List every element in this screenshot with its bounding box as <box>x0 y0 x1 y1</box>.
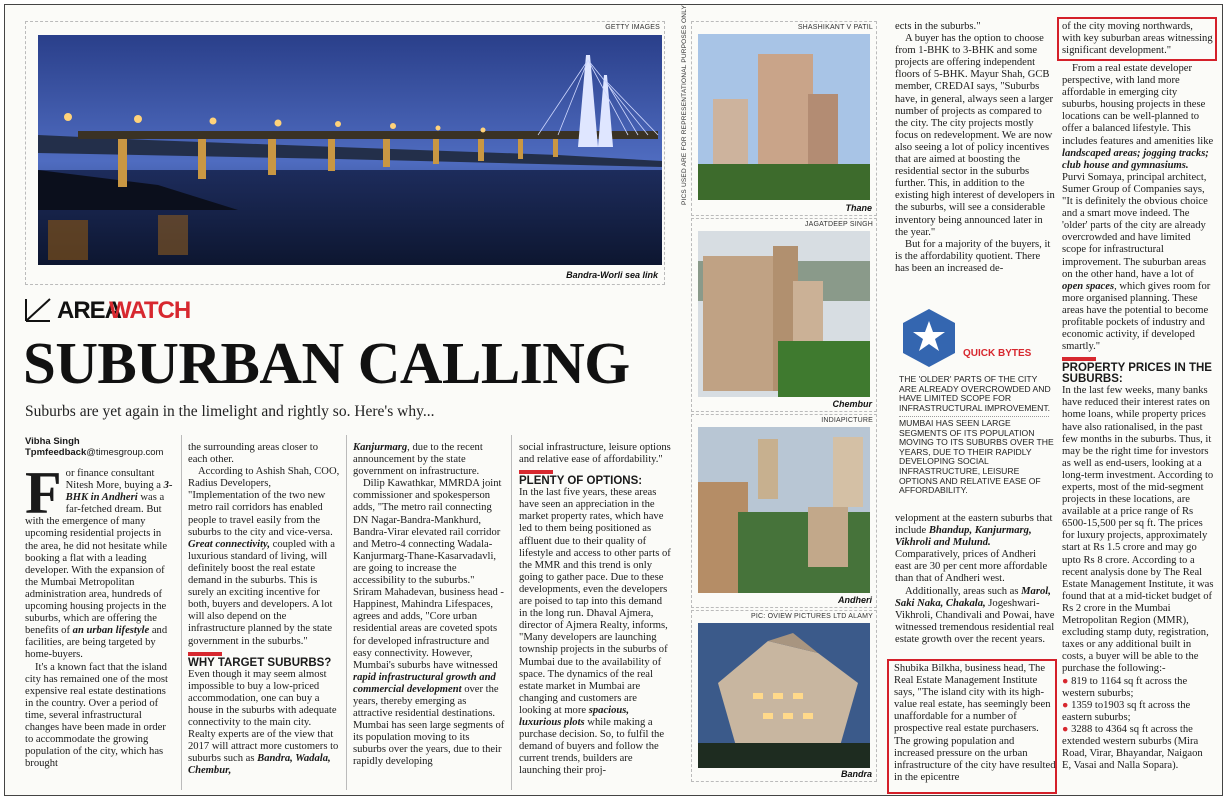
section-heading-plenty: PLENTY OF OPTIONS: <box>519 475 643 488</box>
bandra-photo-frame <box>691 610 877 782</box>
col4-paragraph-1: social infrastructure, leisure options and relative ease of affordability." <box>519 442 671 466</box>
col1-text: or finance consultant Nitesh More, buying a <box>65 468 164 492</box>
col2-text-3: Even though it may seem almost impossible to buy a low-priced accommodation, one can buy a house in the suburbs with adequate connectivity to the main city. Realty experts are of the view that 2017 will attract more customers to suburbs such as <box>188 668 339 765</box>
thane-photo <box>698 34 870 200</box>
col2-emph: Great connectivity, <box>188 538 270 550</box>
col5-paragraph-1: ects in the suburbs." <box>895 21 981 32</box>
price-bullet-3: 3288 to 4364 sq ft across the extended western suburbs (Mira Road, Virar, Bhayandar, Naigaon E, Vasai and Nalla Sopara). <box>1062 723 1203 772</box>
chembur-photo-frame <box>691 218 877 412</box>
bandra-caption: Bandra <box>840 769 872 779</box>
section-heading-why: WHY TARGET SUBURBS? <box>188 656 332 669</box>
col2-emph-2: Bandra, Wadala, Chembur, <box>188 753 331 777</box>
col1-paragraph-2: It's a known fact that the island city has remained one of the most expensive real estate destinations in the country. Over a period of time, several infrastructural changes have been made in order to accommodate the growing population of the city, which has brought <box>25 661 168 770</box>
price-bullet-2: 1359 to1903 sq ft across the eastern suburbs; <box>1062 699 1191 723</box>
photo-credit: INDIAPICTURE <box>821 417 873 424</box>
col6-text-2: Purvi Somaya, principal architect, Sumer Group of Companies says, "It is definitely the obvious choice and a smart move indeed. The 'older' parts of the city are already overcrowded and have limited scope for infrastructural improvement. The suburban areas on the other hand, have a lot of <box>1062 171 1208 280</box>
quick-bytes-box <box>893 305 1057 501</box>
sea-link-photo <box>38 35 662 265</box>
col3-text-2: Dilip Kawathkar, MMRDA joint commissioner and spokesperson adds, "The metro rail connecting DN Nagar-Bandra-Mankhurd, Bandra-Virar elevated rail corridor and Metro-4 connecting Wadala-Kanjurmarg-Thane-Kasarvadavli, are going to increase the accessibility to the suburbs." Sriram Mahadevan, business head - Happinest, Mahindra Lifespaces, agrees and adds, "Core urban residential areas are coveted spots for developed infrastructure and easy connectivity. However, Mumbai's suburbs have witnessed <box>353 478 504 671</box>
vertical-disclaimer: PICS USED ARE FOR REPRESENTATIONAL PURPOSES ONLY <box>681 4 688 205</box>
column-2 <box>188 442 340 777</box>
col1-text-3: and facilities, are being targeted by home-buyers. <box>25 625 168 661</box>
col1-emph: 3-BHK in Andheri <box>65 480 173 504</box>
photo-credit: PIC: OVIEW PICTURES LTD ALAMY <box>751 613 873 620</box>
hero-photo-frame <box>25 21 665 285</box>
col5-text-3: Additionally, areas such as <box>905 585 1022 597</box>
column-6 <box>1062 63 1214 793</box>
byline-email: Tpmfeedback <box>25 447 87 458</box>
col6-paragraph-0: of the city moving northwards, with key suburban areas witnessing significant development." <box>1062 21 1213 57</box>
drop-cap: F <box>25 460 62 526</box>
byline-name: Vibha Singh <box>25 436 80 447</box>
chembur-caption: Chembur <box>832 399 872 409</box>
quick-bytes-title: QUICK BYTES <box>963 348 1032 359</box>
column-5 <box>895 21 1055 303</box>
col4-text-2: while making a purchase decision. So, to fulfil the demand of buyers and follow the current trends, builders are launching their proj- <box>519 716 665 777</box>
thane-caption: Thane <box>845 203 872 213</box>
col5-paragraph-6: Shubika Bilkha, business head, The Real Estate Management Institute says, "The island city with its high-value real estate, has seemingly been unaffordable for a number of prospective real estate purchasers. The growing population and increased pressure on the urban infrastructure of the city have resulted in the epicentre <box>894 663 1056 783</box>
column-5-continued <box>895 513 1055 659</box>
logo-watch-text: WATCH <box>109 297 191 324</box>
logo-area-text: AREA <box>57 297 122 324</box>
col2-text: According to Ashish Shah, COO, Radius Developers, "Implementation of the two new metro rail corridors has enabled people to travel easily from the suburbs to the city and vice-versa. <box>188 466 340 538</box>
col5-paragraph-3: But for a majority of the buyers, it is the affordability quotient. There has been an increased de- <box>895 238 1051 274</box>
section-marker <box>1062 357 1096 361</box>
col6-text-3: , which gives room for more organised planning. These areas have the potential to become profitable pockets of industry and economic activity, if developed smartly." <box>1062 280 1211 353</box>
column-4 <box>519 442 671 777</box>
headline: SUBURBAN CALLING <box>23 330 630 396</box>
col5-text-4: Jogeshwari-Vikhroli, Chandivali and Powai, have witnessed tremendous residential real estate growth over the recent years. <box>895 597 1055 645</box>
chembur-photo <box>698 231 870 397</box>
star-badge-icon <box>899 307 959 369</box>
col5-paragraph-2: A buyer has the option to choose from 1-BHK to 3-BHK and some projects are offering independent floors of 5-BHK. Mayur Shah, GCB member, CREDAI says, "Suburbs have, in general, always seen a larger number of projects as compared to the city. The city projects mostly focus on redevelopment. We are now also seeing a lot of policy incentives that are aimed at boosting the residential sector in the suburbs further. This, in addition to the existing high interest of developers in the suburbs, will see a considerable inventory being announced later in the year." <box>895 33 1055 238</box>
column-divider <box>346 435 347 790</box>
arrow-logo-icon <box>23 296 53 324</box>
col5-text-2: Comparatively, prices of Andheri east are 30 per cent more affordable than that of Andheri west. <box>895 549 1048 585</box>
quick-bytes-divider <box>899 416 1049 417</box>
quick-bytes-text-1: THE 'OLDER' PARTS OF THE CITY ARE ALREADY OVERCROWDED AND HAVE LIMITED SCOPE FOR INFRASTRUCTURAL IMPROVEMENT. <box>899 374 1051 413</box>
col5-text: velopment at the eastern suburbs that include <box>895 513 1053 537</box>
andheri-caption: Andheri <box>837 595 872 605</box>
col3-text-3: over the years, thereby emerging as attractive residential destinations. Mumbai has seen large segments of its population moving to its suburbs over the years, due to their rapidly developing <box>353 683 505 768</box>
column-3 <box>353 442 505 769</box>
newspaper-page <box>4 4 1223 796</box>
hero-caption: Bandra-Worli sea link <box>566 270 658 280</box>
col3-emph: Kanjurmarg <box>353 442 408 453</box>
section-heading-prices: PROPERTY PRICES IN THE SUBURBS: <box>1062 362 1212 386</box>
col4-text: In the last five years, these areas have seen an appreciation in the market property rates, which have led to them being positioned as affluent due to their quality of lifestyle and access to other parts of the MMR and this trend is only going to gather pace. Due to these developments, even the developers are poised to tap into this demand in the long run. Dhaval Ajmera, director of Ajmera Realty, informs, "Many developers are launching township projects in the suburbs of Mumbai due to the availability of space. The dynamics of the real estate market in Mumbai are changing and customers are looking at more <box>519 487 671 716</box>
andheri-photo <box>698 427 870 593</box>
price-bullet-1: 819 to 1164 sq ft across the western suburbs; <box>1062 675 1188 699</box>
col1-text-2: was a far-fetched dream. But with the emergence of many upcoming residential projects in the area, he did not hesitate while booking a flat with a leading developer. With the expansion of the Mumbai Metropolitan administration area, hundreds of upcoming housing projects in the suburbs, which are offering the benefits of <box>25 492 168 637</box>
photo-credit: JAGATDEEP SINGH <box>804 221 873 228</box>
bullet-icon: ● <box>1062 699 1069 711</box>
deck: Suburbs are yet again in the limelight and rightly so. Here's why... <box>25 403 435 420</box>
col2-paragraph-1: the surrounding areas closer to each other. <box>188 442 319 466</box>
col6-emph-2: open spaces <box>1062 280 1115 292</box>
photo-credit: GETTY IMAGES <box>605 24 660 31</box>
bullet-icon: ● <box>1062 675 1069 687</box>
column-divider <box>181 435 182 790</box>
col1-emph-2: an urban lifestyle <box>72 625 150 637</box>
section-marker <box>519 470 553 474</box>
col5-emph-2: Marol, Saki Naka, Chakala, <box>895 585 1051 609</box>
highlight-box-bottom <box>887 659 1057 794</box>
column-divider <box>511 435 512 790</box>
col6-emph: landscaped areas; jogging tracks; club house and gymnasiums. <box>1062 147 1209 171</box>
col5-emph: Bhandup, Kanjurmarg, Vikhroli and Mulund. <box>895 525 1032 549</box>
column-1 <box>25 460 175 770</box>
byline-email-domain: @timesgroup.com <box>86 447 164 458</box>
col3-text: , due to the recent announcement by the state government on infrastructure. <box>353 442 483 478</box>
quick-bytes-text-2: MUMBAI HAS SEEN LARGE SEGMENTS OF ITS POPULATION MOVING TO ITS SUBURBS OVER THE YEARS, DUE TO THEIR RAPIDLY DEVELOPING SOCIAL INFRASTRUCTURE, LEISURE OPTIONS AND RELATIVE EASE OF AFFORDABILITY. <box>899 418 1054 496</box>
thane-photo-frame <box>691 21 877 216</box>
byline <box>25 436 185 458</box>
col6-paragraph-2: In the last few weeks, many banks have reduced their interest rates on home loans, while property prices have also rationalised, in the past few months in the suburbs. Thus, it may be the right time for investors as well as end-users, looking at a long-term investment. According to experts, most of the mid-segment projects in these locations, are available at a price range of Rs 6500-15,500 per sq ft. The prices for luxury projects, approximately start at Rs 1.5 crore and may go upto Rs 8 crore. According to a recent analysis done by The Real Estate Management Institute, it was found that at a mid-ticket budget of Rs 2 crore in the Mumbai Metropolitan Region (MMR), excluding stamp duty, registration, taxes or any additional built in costs, a buyer will be able to the purchase the following:- <box>1062 385 1214 675</box>
highlight-box-top <box>1057 17 1217 61</box>
col4-emph: spacious, luxurious plots <box>519 704 630 728</box>
bandra-photo <box>698 623 870 768</box>
col3-emph-2: rapid infrastructural growth and commercial development <box>353 671 496 695</box>
section-marker <box>188 652 222 656</box>
col6-text: From a real estate developer perspective, with land more affordable in emerging city suburbs, housing projects in these locations can be well-planned to offer a balanced lifestyle. This includes features and amenities like <box>1062 63 1214 147</box>
bullet-icon: ● <box>1062 723 1069 735</box>
col2-text-2: coupled with a luxurious standard of living, will definitely boost the real estate demand in the suburbs. This is surely an exciting incentive for both, buyers and developers. A lot will also depend on the infrastructure planned by the state government in the suburbs." <box>188 538 336 647</box>
andheri-photo-frame <box>691 414 877 608</box>
photo-credit: SHASHIKANT V PATIL <box>797 24 873 31</box>
